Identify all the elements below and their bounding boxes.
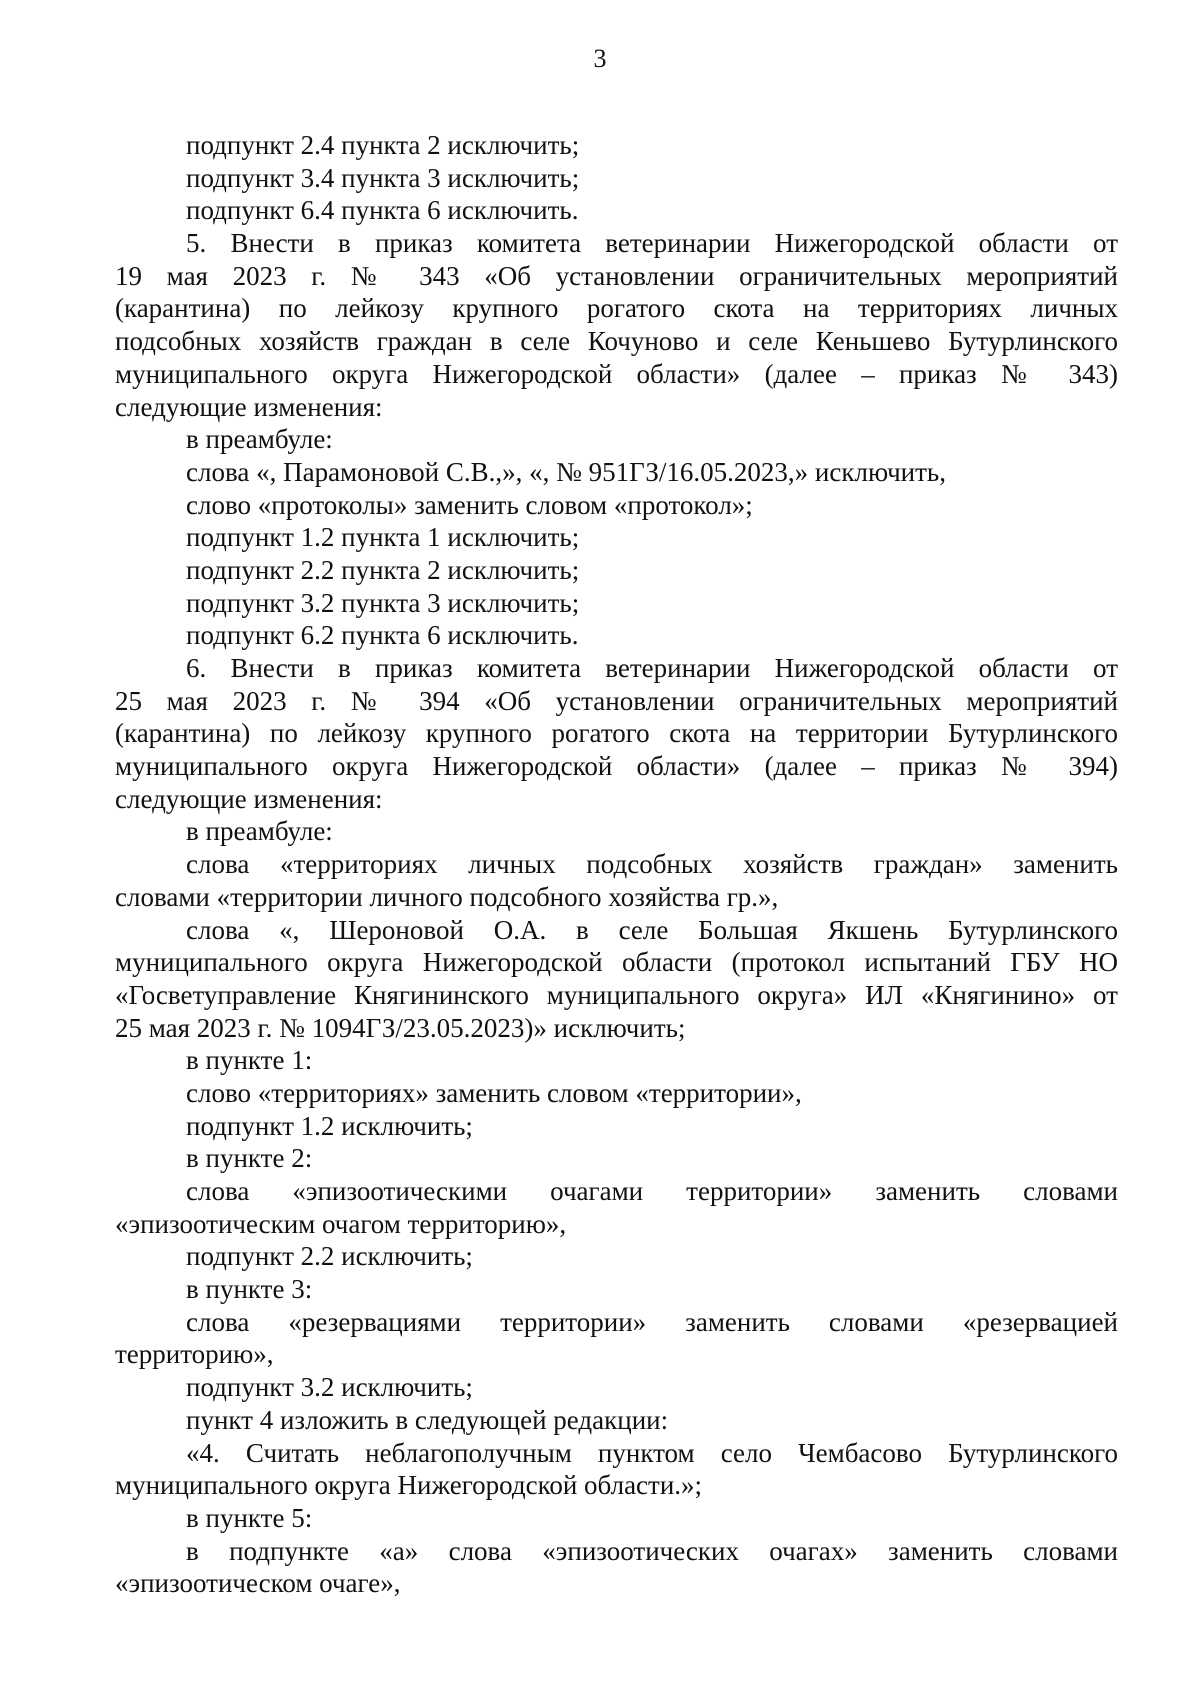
paragraph-line: 19 мая 2023 г. № 343 «Об установлении ограничительных мероприятий — [115, 260, 1118, 291]
paragraph-line-indented: подпункт 3.4 пункта 3 исключить; — [186, 162, 580, 193]
paragraph-line-indented: в пункте 5: — [186, 1502, 313, 1533]
paragraph-line: следующие изменения: — [115, 783, 383, 814]
paragraph-line-indented: подпункт 3.2 исключить; — [186, 1372, 473, 1403]
paragraph-line-indented: слово «территориях» заменить словом «территории», — [186, 1077, 802, 1108]
document-body — [115, 129, 1118, 1600]
paragraph-line-indented: подпункт 2.2 исключить; — [186, 1241, 473, 1272]
paragraph-line-indented: подпункт 1.2 пункта 1 исключить; — [186, 522, 580, 553]
paragraph-line: «эпизоотическом очаге», — [115, 1568, 401, 1599]
paragraph-line-indented: в пункте 3: — [186, 1274, 313, 1305]
paragraph-line-indented: в преамбуле: — [186, 424, 333, 455]
paragraph-line: 25 мая 2023 г. № 394 «Об установлении ограничительных мероприятий — [115, 685, 1118, 716]
paragraph-line-indented: в подпункте «а» слова «эпизоотических очагах» заменить словами — [186, 1535, 1118, 1566]
paragraph-line-indented: в пункте 2: — [186, 1143, 313, 1174]
paragraph-line: «Госветуправление Княгининского муниципального округа» ИЛ «Княгинино» от — [115, 979, 1118, 1010]
paragraph-line-indented: пункт 4 изложить в следующей редакции: — [186, 1404, 669, 1435]
paragraph-line-indented: подпункт 1.2 исключить; — [186, 1110, 473, 1141]
paragraph-line: 25 мая 2023 г. № 1094ГЗ/23.05.2023)» исключить; — [115, 1012, 686, 1043]
paragraph-line: словами «территории личного подсобного хозяйства гр.», — [115, 881, 779, 912]
paragraph-line-indented: подпункт 2.2 пункта 2 исключить; — [186, 554, 580, 585]
paragraph-line-indented: «4. Считать неблагополучным пунктом село Чембасово Бутурлинского — [186, 1437, 1118, 1468]
paragraph-line-indented: слово «протоколы» заменить словом «протокол»; — [186, 489, 753, 520]
paragraph-line-indented: подпункт 3.2 пункта 3 исключить; — [186, 587, 580, 618]
paragraph-line-indented: слова «резервациями территории» заменить словами «резервацией — [186, 1306, 1118, 1337]
paragraph-line: муниципального округа Нижегородской области.»; — [115, 1470, 703, 1501]
paragraph-line-indented: слова «эпизоотическими очагами территории» заменить словами — [186, 1176, 1118, 1206]
paragraph-line: подсобных хозяйств граждан в селе Кочуново и селе Кеньшево Бутурлинского — [115, 326, 1118, 357]
paragraph-line-indented: 5. Внести в приказ комитета ветеринарии Нижегородской области от — [186, 228, 1118, 259]
paragraph-line: муниципального округа Нижегородской области» (далее – приказ № 343) — [115, 358, 1118, 389]
paragraph-line: территорию», — [115, 1339, 274, 1370]
paragraph-line: «эпизоотическим очагом территорию», — [115, 1208, 567, 1239]
paragraph-line-indented: 6. Внести в приказ комитета ветеринарии Нижегородской области от — [186, 653, 1118, 683]
paragraph-line: муниципального округа Нижегородской области (протокол испытаний ГБУ НО — [115, 947, 1118, 978]
paragraph-line: (карантина) по лейкозу крупного рогатого скота на территориях личных — [115, 293, 1118, 324]
paragraph-line: следующие изменения: — [115, 391, 383, 422]
paragraph-line-indented: в пункте 1: — [186, 1045, 313, 1076]
paragraph-line-indented: слова «, Шероновой О.А. в селе Большая Якшень Бутурлинского — [186, 914, 1118, 945]
page-number: 3 — [593, 44, 607, 73]
paragraph-line: (карантина) по лейкозу крупного рогатого скота на территории Бутурлинского — [115, 718, 1118, 749]
paragraph-line-indented: подпункт 2.4 пункта 2 исключить; — [186, 130, 580, 160]
paragraph-line-indented: слова «территориях личных подсобных хозяйств граждан» заменить — [186, 849, 1118, 880]
paragraph-line-indented: слова «, Парамоновой С.В.,», «, № 951ГЗ/16.05.2023,» исключить, — [186, 456, 946, 487]
paragraph-line-indented: в преамбуле: — [186, 816, 333, 847]
paragraph-line: муниципального округа Нижегородской области» (далее – приказ № 394) — [115, 751, 1118, 782]
paragraph-line-indented: подпункт 6.4 пункта 6 исключить. — [186, 195, 579, 226]
paragraph-line-indented: подпункт 6.2 пункта 6 исключить. — [186, 620, 579, 651]
